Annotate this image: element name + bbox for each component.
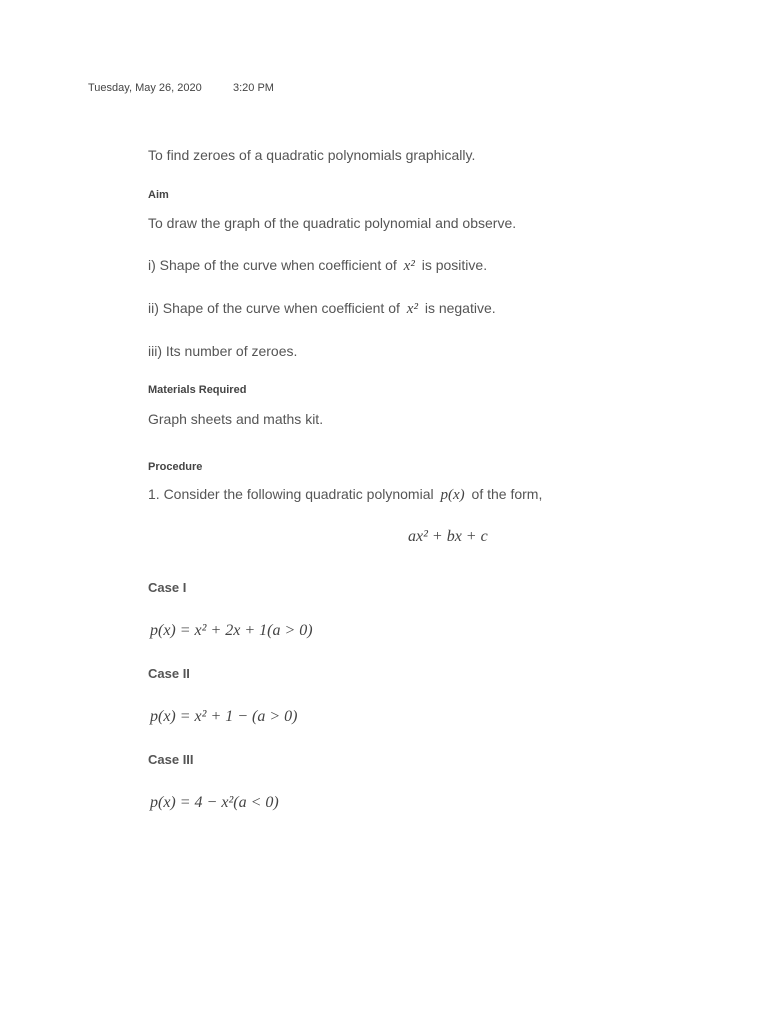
case-1-formula: p(x) = x² + 2x + 1(a > 0) xyxy=(150,622,313,639)
procedure-step-text: 1. Consider the following quadratic polynomial xyxy=(148,486,434,502)
procedure-step-1 xyxy=(148,486,542,504)
general-form-formula: ax² + bx + c xyxy=(408,528,488,545)
math-x-squared: x² xyxy=(403,258,415,274)
case-3-formula: p(x) = 4 − x²(a < 0) xyxy=(150,794,279,811)
note-date: Tuesday, May 26, 2020 xyxy=(88,82,202,94)
aim-item-1-text: i) Shape of the curve when coefficient of xyxy=(148,257,397,273)
aim-item-3: iii) Its number of zeroes. xyxy=(148,343,298,359)
case-2-formula: p(x) = x² + 1 − (a > 0) xyxy=(150,708,298,725)
materials-heading: Materials Required xyxy=(148,384,247,396)
aim-item-2 xyxy=(148,300,496,318)
aim-heading: Aim xyxy=(148,189,169,201)
math-p-of-x: p(x) xyxy=(440,487,465,503)
note-time: 3:20 PM xyxy=(233,82,274,94)
case-1-heading: Case I xyxy=(148,580,187,595)
aim-text: To draw the graph of the quadratic polynomial and observe. xyxy=(148,215,517,231)
aim-item-1 xyxy=(148,257,487,275)
case-2-heading: Case II xyxy=(148,666,190,681)
materials-text: Graph sheets and maths kit. xyxy=(148,411,324,427)
case-3-heading: Case III xyxy=(148,752,194,767)
math-x-squared: x² xyxy=(406,301,418,317)
aim-item-1-suffix: is positive. xyxy=(421,257,488,273)
doc-title: To find zeroes of a quadratic polynomials graphically. xyxy=(148,147,476,163)
aim-item-2-suffix: is negative. xyxy=(424,300,496,316)
procedure-step-suffix: of the form, xyxy=(471,486,543,502)
aim-item-2-text: ii) Shape of the curve when coefficient of xyxy=(148,300,400,316)
procedure-heading: Procedure xyxy=(148,461,203,473)
